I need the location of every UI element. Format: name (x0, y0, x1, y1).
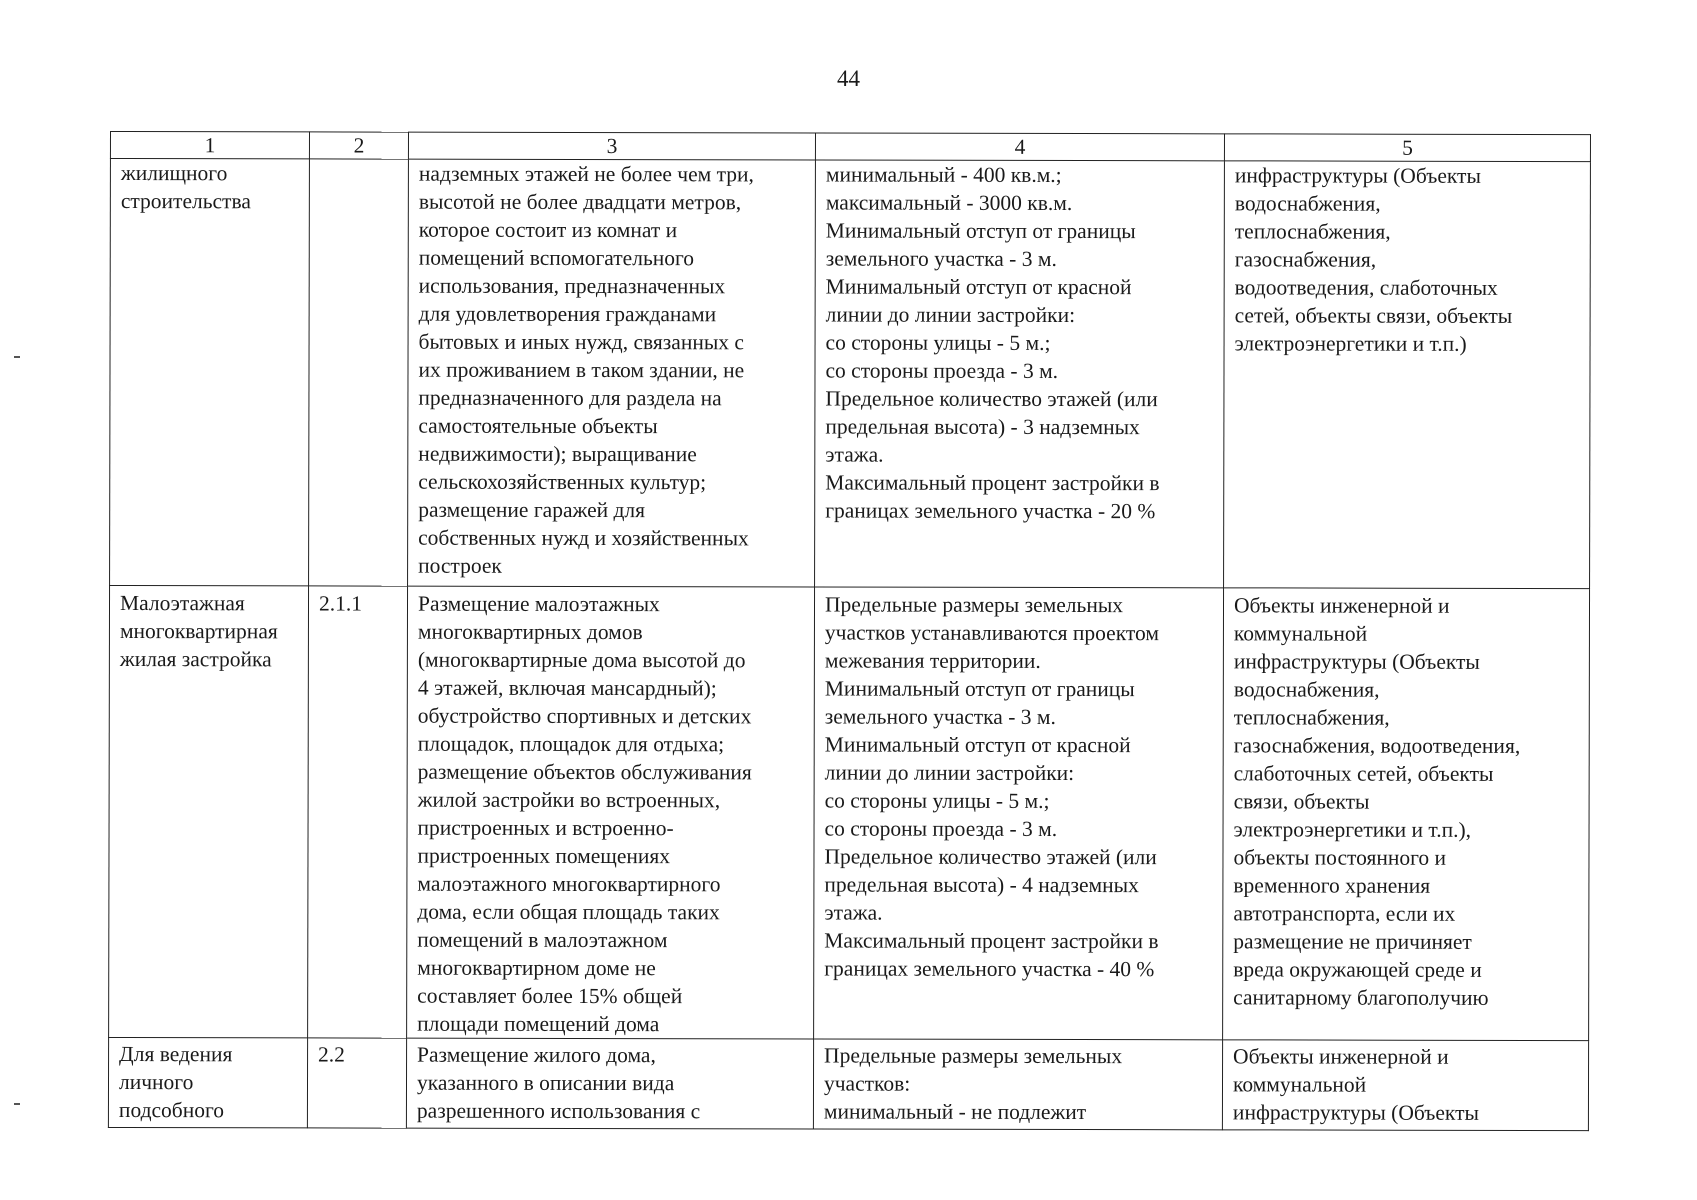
description-cell (406, 1038, 813, 1129)
table-row (109, 586, 1590, 1041)
cell-text: Размещение жилого дома, указанного в описании вида разрешенного использования с (416, 1042, 701, 1124)
cell-text: Предельные размеры земельных участков устанавливаются проектом межевания территории. Минимальный отступ от границы земельного участка - 3 м. Минимальный отступ от красной линии до линии застройки: со стороны улицы - 5 м.; со стороны проезда - 3 м. Предельное количество этажей (или предельная высота) - 4 надземных этажа. Максимальный процент застройки в границах земельного участка - 40 % (824, 592, 1159, 982)
column-header: 1 (110, 132, 309, 159)
table-row (110, 159, 1591, 589)
classifier-code-cell (307, 1038, 406, 1128)
parameters-cell (814, 587, 1224, 1040)
cell-text: жилищного строительства (120, 161, 251, 214)
cell-text: Объекты инженерной и коммунальной инфраструктуры (Объекты водоснабжения, теплоснабжения, газоснабжения, водоотведения, слаботочных сетей, объекты связи, объекты электроэнергетики и т.п.), объекты постоянного и временного хранения автотранспорта, если их размещение не причиняет вреда окружающей среде и санитарному благополучию (1233, 593, 1521, 1010)
column-header: 4 (815, 133, 1224, 161)
land-use-type-cell (108, 1037, 307, 1127)
column-header: 5 (1224, 134, 1590, 162)
infrastructure-cell (1224, 161, 1591, 589)
cell-text: инфраструктуры (Объекты водоснабжения, теплоснабжения, газоснабжения, водоотведения, слаботочных сетей, объекты связи, объекты электроэнергетики и т.п.) (1234, 163, 1513, 356)
cell-text: Для ведения личного подсобного (118, 1042, 233, 1123)
parameters-cell (815, 160, 1225, 588)
cell-text: надземных этажей не более чем три, высотой не более двадцати метров, которое состоит из комнат и помещений вспомогательного использования, предназначенных для удовлетворения гражданами бытовых и иных нужд, связанных с их проживанием в таком здании, не предназначенного для раздела на самостоятельные объекты недвижимости); выращивание сельскохозяйственных культур; размещение гаражей для собственных нужд и хозяйственных построек (418, 161, 754, 578)
scan-artifact-mark (14, 1103, 20, 1105)
classifier-code-cell (308, 586, 408, 1038)
description-cell (408, 159, 816, 587)
cell-text: 2.2 (318, 1042, 345, 1067)
table-row (108, 1037, 1588, 1130)
land-use-regulations-table (108, 131, 1591, 1131)
classifier-code-cell (309, 159, 409, 586)
cell-text: минимальный - 400 кв.м.; максимальный - 3000 кв.м. Минимальный отступ от границы земельного участка - 3 м. Минимальный отступ от красной линии до линии застройки: со стороны улицы - 5 м.; со стороны проезда - 3 м. Предельное количество этажей (или предельная высота) - 3 надземных этажа. Максимальный процент застройки в границах земельного участка - 20 % (825, 162, 1160, 524)
land-use-type-cell (110, 159, 310, 586)
parameters-cell (813, 1039, 1222, 1130)
table-header-row (110, 132, 1590, 162)
cell-text: Малоэтажная многоквартирная жилая застройка (119, 591, 278, 672)
infrastructure-cell (1223, 588, 1590, 1041)
land-use-type-cell (109, 586, 309, 1038)
cell-text: Объекты инженерной и коммунальной инфраструктуры (Объекты (1232, 1044, 1479, 1125)
page-number: 44 (837, 66, 860, 91)
cell-text: Предельные размеры земельных участков: минимальный - не подлежит (823, 1043, 1123, 1125)
scan-artifact-mark (14, 356, 20, 358)
column-header: 2 (309, 132, 408, 159)
description-cell (407, 586, 815, 1039)
infrastructure-cell (1222, 1040, 1588, 1131)
cell-text: Размещение малоэтажных многоквартирных домов (многоквартирные дома высотой до 4 этажей, включая мансардный); обустройство спортивных и детских площадок, площадок для отдыха; размещение объектов обслуживания жилой застройки во встроенных, пристроенных и встроенно- пристроенных помещениях малоэтажного многоквартирного дома, если общая площадь таких помещений в малоэтажном многоквартирном доме не составляет более 15% общей площади помещений дома (417, 591, 752, 1037)
column-header: 3 (408, 132, 815, 160)
cell-text: 2.1.1 (318, 591, 363, 616)
